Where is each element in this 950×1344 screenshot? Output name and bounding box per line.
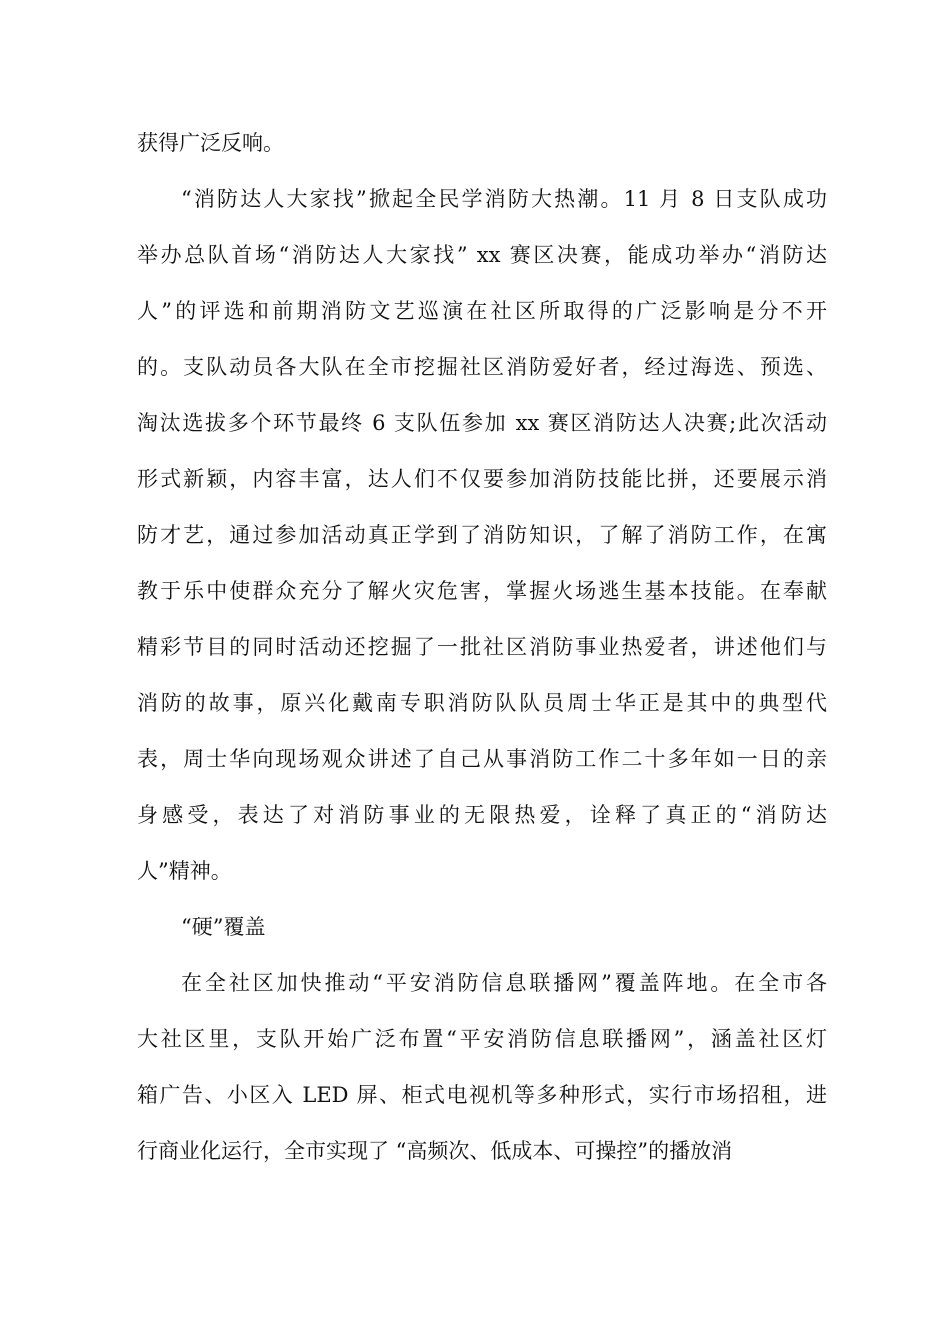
text-line: 举办总队首场“消防达人大家找” xx 赛区决赛，能成功举办“消防达 [137, 243, 827, 267]
paragraph-start-line: 在全社区加快推动“平安消防信息联播网”覆盖阵地。在全市各 [181, 971, 827, 995]
text-line: 人”的评选和前期消防文艺巡演在社区所取得的广泛影响是分不开 [137, 299, 827, 323]
text-line: 教于乐中使群众充分了解火灾危害，掌握火场逃生基本技能。在奉献 [137, 579, 827, 603]
text-line: 人”精神。 [137, 859, 232, 883]
text-line: 防才艺，通过参加活动真正学到了消防知识，了解了消防工作，在寓 [137, 523, 827, 547]
text-line: 消防的故事，原兴化戴南专职消防队队员周士华正是其中的典型代 [137, 691, 827, 715]
section-heading: “硬”覆盖 [181, 915, 266, 939]
text-line: 大社区里，支队开始广泛布置“平安消防信息联播网”，涵盖社区灯 [137, 1027, 827, 1051]
text-line: 形式新颖，内容丰富，达人们不仅要参加消防技能比拼，还要展示消 [137, 467, 827, 491]
text-line: 身感受，表达了对消防事业的无限热爱，诠释了真正的“消防达 [137, 803, 827, 827]
text-line: 淘汰选拔多个环节最终 6 支队伍参加 xx 赛区消防达人决赛;此次活动 [137, 411, 827, 435]
text-line: 精彩节目的同时活动还挖掘了一批社区消防事业热爱者，讲述他们与 [137, 635, 827, 659]
text-line: 的。支队动员各大队在全市挖掘社区消防爱好者，经过海选、预选、 [137, 355, 827, 379]
text-line: 箱广告、小区入 LED 屏、柜式电视机等多种形式，实行市场招租，进 [137, 1083, 827, 1107]
text-line: 行商业化运行，全市实现了 “高频次、低成本、可操控”的播放消 [137, 1139, 733, 1163]
paragraph-start-line: “消防达人大家找”掀起全民学消防大热潮。11 月 8 日支队成功 [181, 187, 827, 211]
text-line: 获得广泛反响。 [137, 131, 284, 155]
text-line: 表，周士华向现场观众讲述了自己从事消防工作二十多年如一日的亲 [137, 747, 827, 771]
